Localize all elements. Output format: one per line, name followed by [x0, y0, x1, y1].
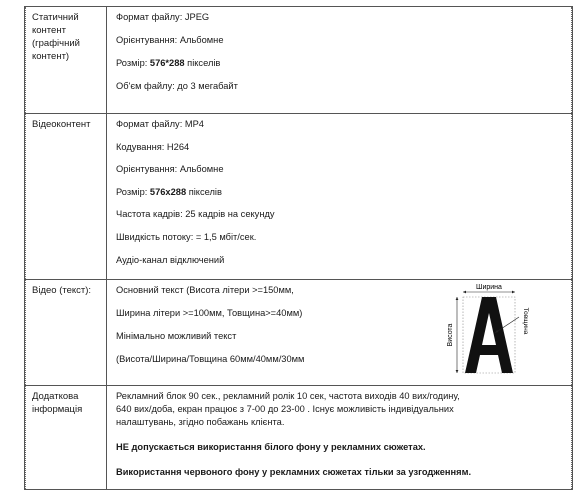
info-paragraph: Рекламний блок 90 сек., рекламний ролік 10 сек, частота виходів 40 вих/годину, 640 вих/доба, екран працює з 7-00 до 23-00 . Існує можливість індивідуальних налаштувань, згідно побажань клієнта. [116, 391, 460, 427]
table-row [25, 7, 572, 114]
spec-line: Аудіо-канал відключений [116, 254, 225, 265]
spec-line: Швидкість потоку: = 1,5 мбіт/сек. [116, 231, 257, 242]
spec-line: Формат файлу: MP4 [116, 119, 204, 129]
row-label: Статичний контент (графічний контент) [32, 12, 80, 62]
red-background-note: Використання червоного фону у рекламних сюжетах тільки за узгодженням. [116, 467, 472, 477]
spec-line: Розмір: 576*288 пікселів [116, 58, 221, 68]
spec-line: Основний текст (Висота літери >=150мм, [116, 285, 294, 295]
requirements-table [24, 6, 573, 490]
spec-line: Орієнтування: Альбомне [116, 35, 224, 45]
letter-dimensions-diagram [435, 283, 535, 383]
spec-line: Частота кадрів: 25 кадрів на секунду [116, 209, 275, 220]
row-label: Відео (текст): [32, 285, 92, 296]
spec-line: Формат файлу: JPEG [116, 12, 210, 22]
table-row [25, 280, 572, 386]
spec-line: Мінімально можливий текст [116, 331, 237, 341]
spec-line: Орієнтування: Альбомне [116, 164, 224, 175]
table-row [25, 114, 572, 280]
spec-line: Кодування: H264 [116, 141, 190, 152]
white-background-note: НЕ допускається використання білого фону у рекламних сюжетах. [116, 442, 426, 452]
width-label: Ширина [476, 284, 502, 291]
row-label: Додаткова інформація [32, 391, 83, 415]
row-content [116, 118, 564, 267]
spec-line: Ширина літери >=100мм, Товщина>=40мм) [116, 308, 303, 318]
table-row [25, 386, 572, 489]
height-label: Висота [447, 323, 454, 347]
spec-line: Розмір: 576х288 пікселів [116, 186, 222, 197]
spec-line: Об'єм файлу: до 3 мегабайт [116, 81, 238, 91]
spec-line: (Висота/Ширина/Товщина 60мм/40мм/30мм [116, 354, 305, 364]
letter-a-glyph [465, 297, 513, 373]
row-content [116, 390, 476, 479]
thickness-label: Товщина [522, 307, 529, 335]
row-content [116, 11, 564, 93]
row-label: Відеоконтент [32, 119, 91, 130]
